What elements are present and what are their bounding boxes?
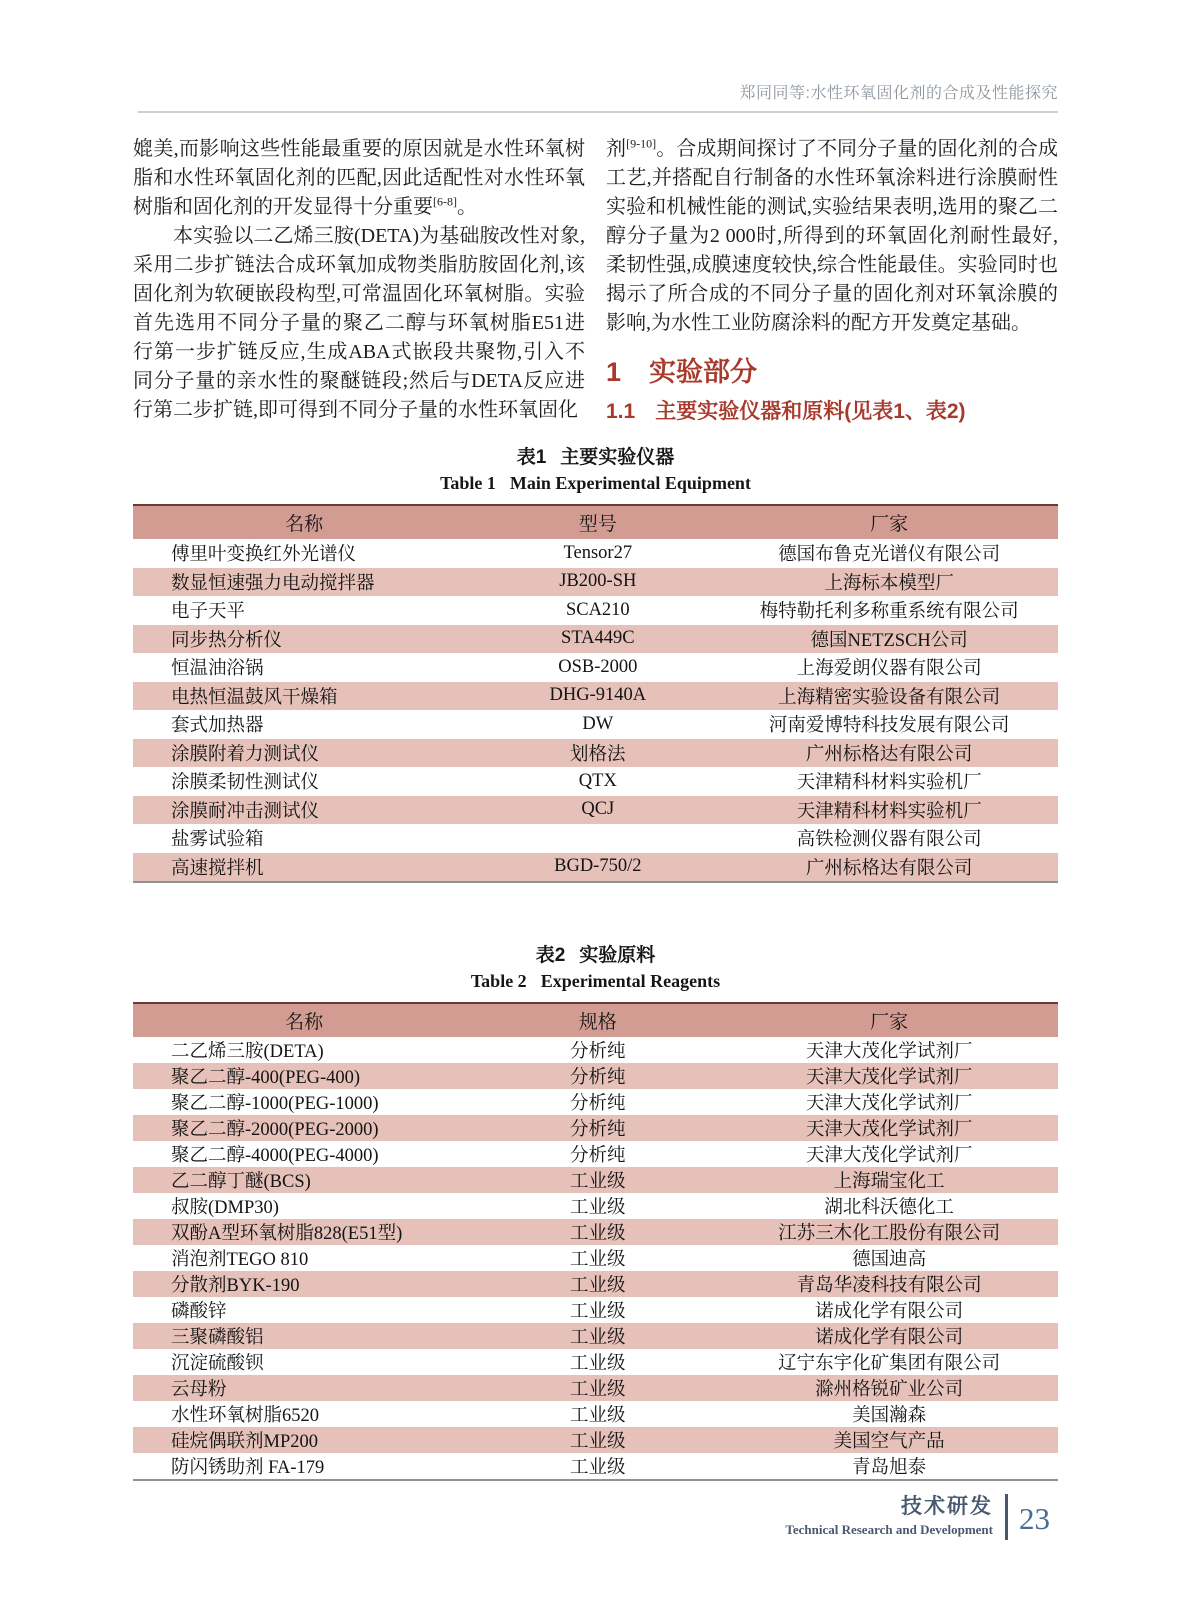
table-cell: 硅烷偶联剂MP200 xyxy=(171,1432,318,1452)
table-cell: 分析纯 xyxy=(570,1068,626,1088)
table-cell: 工业级 xyxy=(570,1328,626,1348)
table-cell: 天津精科材料实验机厂 xyxy=(796,773,982,794)
table-cell: 高铁检测仪器有限公司 xyxy=(796,830,982,851)
table-cell: 江苏三木化工股份有限公司 xyxy=(778,1224,1001,1244)
table-cell: 分析纯 xyxy=(570,1146,626,1166)
table-cell: 涂膜耐冲击测试仪 xyxy=(171,801,320,822)
left-column xyxy=(133,135,585,427)
table-cell: DW xyxy=(582,713,614,734)
page-footer xyxy=(785,1494,1050,1540)
table-cell: 套式加热器 xyxy=(171,716,264,737)
table-cell: 分散剂BYK-190 xyxy=(171,1276,300,1296)
table-row xyxy=(133,767,1058,796)
section-heading-1 xyxy=(606,355,1058,389)
table-cell: 工业级 xyxy=(570,1302,626,1322)
table-cell: 工业级 xyxy=(570,1406,626,1426)
table-cell: 工业级 xyxy=(570,1276,626,1296)
table-cell: 工业级 xyxy=(570,1172,626,1192)
table-cell: 天津大茂化学试剂厂 xyxy=(805,1068,973,1088)
table-cell: 同步热分析仪 xyxy=(171,630,283,651)
table-cell: 聚乙二醇-1000(PEG-1000) xyxy=(171,1094,379,1114)
citation-superscript: [9-10] xyxy=(626,136,657,151)
table-cell: 天津大茂化学试剂厂 xyxy=(805,1120,973,1140)
table-cell: 天津大茂化学试剂厂 xyxy=(805,1094,973,1114)
section-title: 实验部分 xyxy=(649,357,758,387)
table-cell: 划格法 xyxy=(570,744,626,765)
column-header-grade: 规格 xyxy=(475,1003,720,1037)
footer-divider xyxy=(1005,1494,1008,1540)
table-row xyxy=(133,853,1058,883)
table-cell: 广州标格达有限公司 xyxy=(805,858,973,879)
table1-block xyxy=(133,446,1058,883)
citation-superscript: [6-8] xyxy=(433,194,457,209)
table-cell: 滁州格锐矿业公司 xyxy=(815,1380,964,1400)
paragraph-text: 剂 xyxy=(606,138,627,160)
table-cell: 傅里叶变换红外光谱仪 xyxy=(171,545,357,566)
table-cell: 工业级 xyxy=(570,1380,626,1400)
table-cell: SCA210 xyxy=(565,599,630,620)
caption-label: 表2 xyxy=(535,945,566,966)
column-header-name: 名称 xyxy=(133,505,475,539)
paragraph xyxy=(606,135,1058,338)
table-cell: 盐雾试验箱 xyxy=(171,830,264,851)
table-cell: Tensor27 xyxy=(563,542,633,563)
table2-caption-cn xyxy=(133,944,1058,968)
table-cell: 防闪锈助剂 FA-179 xyxy=(171,1458,325,1478)
table-cell: 工业级 xyxy=(570,1224,626,1244)
table-row xyxy=(133,1349,1058,1375)
table-cell: QCJ xyxy=(581,799,615,820)
table-row xyxy=(133,1037,1058,1063)
caption-title: 主要实验仪器 xyxy=(560,447,675,468)
section-title: 主要实验仪器和原料(见表1、表2) xyxy=(655,400,966,423)
table-cell: QTX xyxy=(578,770,617,791)
table-cell: 上海精密实验设备有限公司 xyxy=(778,687,1001,708)
caption-title: Experimental Reagents xyxy=(540,971,721,991)
paragraph-text: 媲美,而影响这些性能最重要的原因就是水性环氧树脂和水性环氧固化剂的匹配,因此适配性对水性环氧树脂和固化剂的开发显得十分重要 xyxy=(133,138,585,218)
table-cell xyxy=(475,824,720,853)
running-header: 郑同同等:水性环氧固化剂的合成及性能探究 xyxy=(739,85,1058,102)
table-cell: 数显恒速强力电动搅拌器 xyxy=(171,573,375,594)
table-header-row xyxy=(133,1003,1058,1037)
table-cell: 德国NETZSCH公司 xyxy=(810,630,968,651)
table-row xyxy=(133,1453,1058,1480)
table-row xyxy=(133,1219,1058,1245)
column-header-model: 型号 xyxy=(475,505,720,539)
table-row xyxy=(133,1245,1058,1271)
table-cell: 磷酸锌 xyxy=(171,1302,227,1322)
table-cell: 美国空气产品 xyxy=(833,1432,945,1452)
table-row xyxy=(133,1323,1058,1349)
table-row xyxy=(133,1115,1058,1141)
caption-label: 表1 xyxy=(516,447,547,468)
table-row xyxy=(133,710,1058,739)
table-cell: 湖北科沃德化工 xyxy=(824,1198,954,1218)
table-cell: 电子天平 xyxy=(171,602,246,623)
table-cell: 青岛旭泰 xyxy=(852,1458,927,1478)
table-cell: 工业级 xyxy=(570,1432,626,1452)
table-cell: 聚乙二醇-400(PEG-400) xyxy=(171,1068,361,1088)
table-row xyxy=(133,1401,1058,1427)
table-cell: 德国布鲁克光谱仪有限公司 xyxy=(778,545,1001,566)
table-row xyxy=(133,1141,1058,1167)
table-cell: 聚乙二醇-4000(PEG-4000) xyxy=(171,1146,379,1166)
table-row xyxy=(133,653,1058,682)
table-cell: 上海爱朗仪器有限公司 xyxy=(796,659,982,680)
column-header-name: 名称 xyxy=(133,1003,475,1037)
table2-block xyxy=(133,944,1058,1481)
column-header-manufacturer: 厂家 xyxy=(720,1003,1058,1037)
table-cell: 工业级 xyxy=(570,1250,626,1270)
table-row xyxy=(133,682,1058,711)
table-cell: 上海标本模型厂 xyxy=(824,573,954,594)
section-heading-1-1 xyxy=(606,397,1058,427)
table-cell: 诺成化学有限公司 xyxy=(815,1328,964,1348)
table-cell: 双酚A型环氧树脂828(E51型) xyxy=(171,1224,403,1244)
table-cell: BGD-750/2 xyxy=(554,856,642,877)
table-header-row xyxy=(133,505,1058,539)
table-cell: OSB-2000 xyxy=(558,656,638,677)
table1-caption-en xyxy=(133,472,1058,494)
table-row xyxy=(133,625,1058,654)
header-rule xyxy=(138,111,1058,113)
paragraph-text: 。合成期间探讨了不同分子量的固化剂的合成工艺,并搭配自行制备的水性环氧涂料进行涂膜耐性实验和机械性能的测试,实验结果表明,选用的聚乙二醇分子量为2 000时,所得到的环氧固化剂耐性最好,柔韧性强,成膜速度较快,综合性能最佳。实验同时也揭示了所合成的不同分子量的固化剂对环氧涂膜的影响,为水性工业防腐涂料的配方开发奠定基础。 xyxy=(606,138,1059,334)
table-cell: 高速搅拌机 xyxy=(171,858,264,879)
table-row xyxy=(133,1375,1058,1401)
table-cell: 二乙烯三胺(DETA) xyxy=(171,1042,324,1062)
table2-body xyxy=(133,1037,1058,1480)
table-cell: JB200-SH xyxy=(559,571,637,592)
table-cell: 乙二醇丁醚(BCS) xyxy=(171,1172,311,1192)
table-cell: 广州标格达有限公司 xyxy=(805,744,973,765)
table-cell: 河南爱博特科技发展有限公司 xyxy=(768,716,1010,737)
table-row xyxy=(133,796,1058,825)
table-cell: 工业级 xyxy=(570,1354,626,1374)
table-cell: 梅特勒托利多称重系统有限公司 xyxy=(759,602,1019,623)
caption-label: Table 2 xyxy=(470,971,527,991)
table-row xyxy=(133,1089,1058,1115)
page-number: 23 xyxy=(1019,1501,1050,1536)
paragraph-text: 。 xyxy=(457,196,477,218)
paragraph xyxy=(133,222,585,425)
table-cell: 叔胺(DMP30) xyxy=(171,1198,279,1218)
footer-section-label-en: Technical Research and Development xyxy=(785,1522,993,1537)
section-number: 1.1 xyxy=(606,400,636,423)
right-column xyxy=(606,135,1058,427)
table-cell: 辽宁东宇化矿集团有限公司 xyxy=(778,1354,1001,1374)
column-header-manufacturer: 厂家 xyxy=(720,505,1058,539)
table-cell: 恒温油浴锅 xyxy=(171,659,264,680)
table-cell: 上海瑞宝化工 xyxy=(833,1172,945,1192)
table-cell: 分析纯 xyxy=(570,1094,626,1114)
table-row xyxy=(133,1297,1058,1323)
table-cell: 涂膜附着力测试仪 xyxy=(171,744,320,765)
caption-title: 实验原料 xyxy=(579,945,656,966)
table2-caption-en xyxy=(133,970,1058,992)
table-cell: 工业级 xyxy=(570,1458,626,1478)
table-row xyxy=(133,1427,1058,1453)
caption-label: Table 1 xyxy=(440,473,496,493)
paragraph-text: 本实验以二乙烯三胺(DETA)为基础胺改性对象,采用二步扩链法合成环氧加成物类脂肪胺固化剂,该固化剂为软硬嵌段构型,可常温固化环氧树脂。实验首先选用不同分子量的聚乙二醇与环氧树脂E51进行第一步扩链反应,生成ABA式嵌段共聚物,引入不同分子量的亲水性的聚醚链段;然后与DETA反应进行第二步扩链,即可得到不同分子量的水性环氧固化 xyxy=(133,225,585,421)
table-cell: 青岛华凌科技有限公司 xyxy=(796,1276,982,1296)
table-row xyxy=(133,1271,1058,1297)
section-number: 1 xyxy=(606,357,622,387)
table-cell: 天津大茂化学试剂厂 xyxy=(805,1042,973,1062)
table-cell: 云母粉 xyxy=(171,1380,227,1400)
table-row xyxy=(133,824,1058,853)
table-cell: 分析纯 xyxy=(570,1042,626,1062)
table-cell: 分析纯 xyxy=(570,1120,626,1140)
table-cell: 水性环氧树脂6520 xyxy=(171,1406,320,1426)
table2-reagents xyxy=(133,1002,1058,1481)
table-row xyxy=(133,1167,1058,1193)
table-cell: STA449C xyxy=(561,628,635,649)
table-cell: 美国瀚森 xyxy=(852,1406,927,1426)
table-row xyxy=(133,1193,1058,1219)
table-row xyxy=(133,539,1058,568)
table1-caption-cn xyxy=(133,446,1058,470)
footer-section-label-cn: 技术研发 xyxy=(901,1495,993,1518)
table-row xyxy=(133,596,1058,625)
table-cell: 诺成化学有限公司 xyxy=(815,1302,964,1322)
table-cell: 天津精科材料实验机厂 xyxy=(796,801,982,822)
table-row xyxy=(133,1063,1058,1089)
caption-title: Main Experimental Equipment xyxy=(509,473,751,493)
table-cell: 德国迪高 xyxy=(852,1250,927,1270)
table-row xyxy=(133,568,1058,597)
table1-equipment xyxy=(133,504,1058,883)
paragraph xyxy=(133,135,585,222)
table-cell: 电热恒温鼓风干燥箱 xyxy=(171,687,338,708)
table-cell: 工业级 xyxy=(570,1198,626,1218)
table-cell: 消泡剂TEGO 810 xyxy=(171,1250,309,1270)
table-cell: 沉淀硫酸钡 xyxy=(171,1354,264,1374)
table-cell: 涂膜柔韧性测试仪 xyxy=(171,773,320,794)
table-row xyxy=(133,739,1058,768)
footer-labels xyxy=(785,1494,993,1538)
table-cell: 聚乙二醇-2000(PEG-2000) xyxy=(171,1120,379,1140)
table-cell: 天津大茂化学试剂厂 xyxy=(805,1146,973,1166)
table-cell: 三聚磷酸铝 xyxy=(171,1328,264,1348)
table1-body xyxy=(133,539,1058,882)
table-cell: DHG-9140A xyxy=(549,685,647,706)
body-columns xyxy=(133,135,1058,427)
